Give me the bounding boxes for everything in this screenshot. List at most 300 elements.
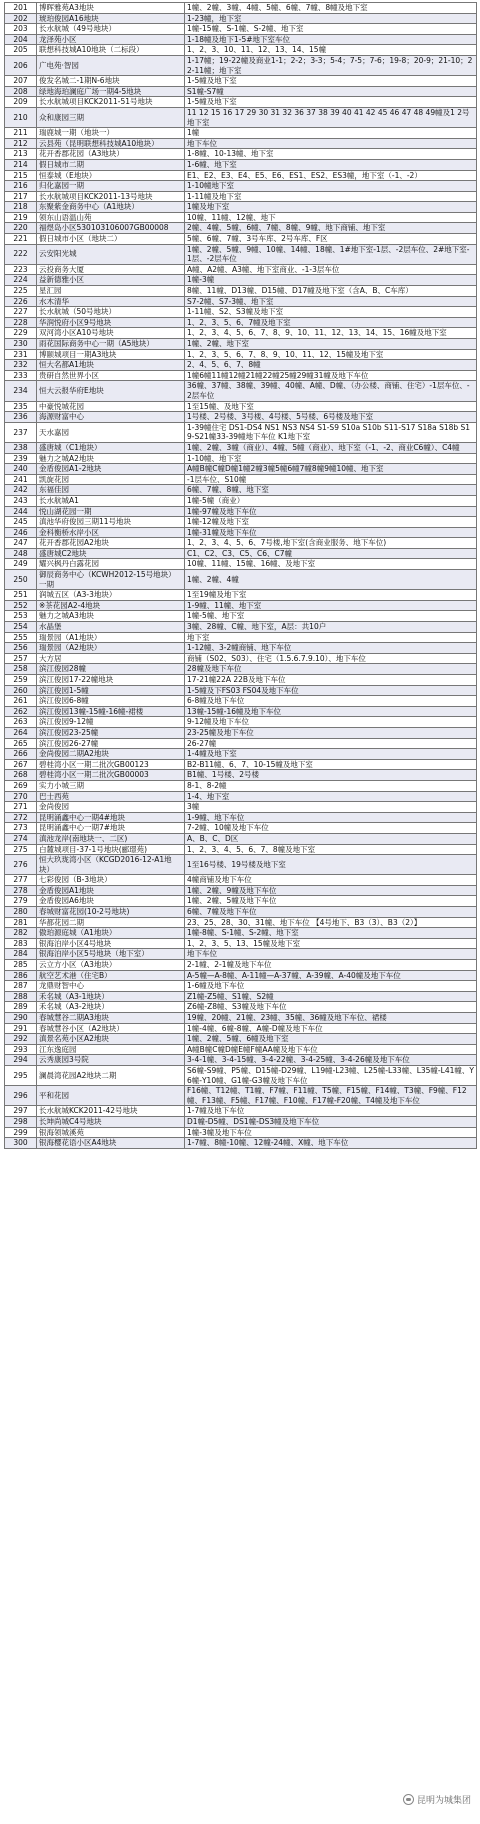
row-number: 207 — [5, 76, 37, 87]
table-row — [5, 107, 477, 127]
building-scope: 1、2、3、5、6、7幢及地下室 — [185, 317, 477, 328]
building-scope: 36幢、37幢、38幢、39幢、40幢、A幢、D幢、（办公楼、商铺、住宅）-1层车位、-2层车位 — [185, 381, 477, 401]
table-row — [5, 76, 477, 87]
row-number: 205 — [5, 45, 37, 56]
table-row — [5, 442, 477, 453]
table-row — [5, 339, 477, 350]
row-number: 287 — [5, 981, 37, 992]
project-name: 东聚紫金商务中心（A1地块） — [37, 202, 185, 213]
row-number: 253 — [5, 611, 37, 622]
building-scope: 1幢 — [185, 128, 477, 139]
row-number: 262 — [5, 706, 37, 717]
table-row — [5, 833, 477, 844]
row-number: 278 — [5, 885, 37, 896]
project-name: 云县苑（昆明联想科技城A10地块） — [37, 138, 185, 149]
row-number: 277 — [5, 875, 37, 886]
row-number: 296 — [5, 1086, 37, 1106]
building-scope: 地下车位 — [185, 949, 477, 960]
table-row — [5, 1023, 477, 1034]
table-row — [5, 727, 477, 738]
project-name: 昆明涌鑫中心一期7#地块 — [37, 823, 185, 834]
building-scope: 1-11幢及地下室 — [185, 191, 477, 202]
project-name: 假日城市二期 — [37, 159, 185, 170]
row-number: 236 — [5, 412, 37, 423]
building-scope: 1、2、3、10、11、12、13、14、15幢 — [185, 45, 477, 56]
project-name: 春城慧谷小区（A2地块） — [37, 1023, 185, 1034]
project-name: 瑞景园（A2地块） — [37, 643, 185, 654]
building-scope: -1层车位、S10幢 — [185, 474, 477, 485]
table-row — [5, 570, 477, 590]
row-number: 240 — [5, 464, 37, 475]
building-scope: 1-9幢、地下车位 — [185, 812, 477, 823]
building-scope: 1幢-5幢、地下室 — [185, 611, 477, 622]
project-name: 博晖雅苑A3地块 — [37, 3, 185, 14]
row-number: 213 — [5, 149, 37, 160]
project-name: 琥珀俊园A16地块 — [37, 13, 185, 24]
row-number: 261 — [5, 696, 37, 707]
project-name: 龙鼎财智中心 — [37, 981, 185, 992]
project-name: 春城慧谷二期A3地块 — [37, 1013, 185, 1024]
table-row — [5, 717, 477, 728]
building-scope: 4幢商铺及地下车位 — [185, 875, 477, 886]
row-number: 201 — [5, 3, 37, 14]
watermark-text: 昆明为城集团 — [416, 1796, 471, 1806]
row-number: 266 — [5, 749, 37, 760]
table-row — [5, 138, 477, 149]
building-scope: 3-4-1幢、3-4-15幢、3-4-22幢、3-4-25幢、3-4-26幢及地下车位 — [185, 1055, 477, 1066]
row-number: 284 — [5, 949, 37, 960]
table-row — [5, 506, 477, 517]
row-number: 293 — [5, 1044, 37, 1055]
table-row — [5, 759, 477, 770]
table-row — [5, 149, 477, 160]
building-scope: 2-1幢、2-1幢及地下车位 — [185, 960, 477, 971]
building-scope: 1号楼、2号楼、3号楼、4号楼、5号楼、6号楼及地下室 — [185, 412, 477, 423]
building-scope: S1幢-S7幢 — [185, 86, 477, 97]
table-row — [5, 780, 477, 791]
row-number: 217 — [5, 191, 37, 202]
table-row — [5, 495, 477, 506]
project-name: 福煜岛小区530103106007GB00008 — [37, 223, 185, 234]
table-row — [5, 600, 477, 611]
table-row — [5, 611, 477, 622]
project-name: 银海泊岸小区5号地块（地下室） — [37, 949, 185, 960]
building-scope: 1幢、2幢、5幢、6幢及地下室 — [185, 1034, 477, 1045]
row-number: 288 — [5, 991, 37, 1002]
row-number: 202 — [5, 13, 37, 24]
table-row — [5, 548, 477, 559]
table-row — [5, 664, 477, 675]
building-scope: A幢、A2幢、A3幢、地下室商业、-1-3层车位 — [185, 264, 477, 275]
row-number: 212 — [5, 138, 37, 149]
row-number: 272 — [5, 812, 37, 823]
table-row — [5, 191, 477, 202]
building-scope: 1-23幢，地下室 — [185, 13, 477, 24]
row-number: 290 — [5, 1013, 37, 1024]
table-row — [5, 791, 477, 802]
row-number: 214 — [5, 159, 37, 170]
table-row — [5, 812, 477, 823]
building-scope: 1幢、2幢、4幢 — [185, 570, 477, 590]
project-name: 滨江俊园28幢 — [37, 664, 185, 675]
row-number: 259 — [5, 675, 37, 686]
building-scope: 26-27幢 — [185, 738, 477, 749]
building-scope: 1-10幢地下室 — [185, 181, 477, 192]
building-scope: B2-B11幢、6、7、10-15幢及地下室 — [185, 759, 477, 770]
project-name: 滇池龙岸(南地块一、二区) — [37, 833, 185, 844]
project-name: 金盾俊园A1-2地块 — [37, 464, 185, 475]
building-scope: D1幢-D5幢、DS1幢-DS3幢及地下车位 — [185, 1116, 477, 1127]
project-name: 广电苑·智园 — [37, 55, 185, 75]
table-row — [5, 949, 477, 960]
row-number: 223 — [5, 264, 37, 275]
table-row — [5, 86, 477, 97]
table-row — [5, 381, 477, 401]
table-row — [5, 896, 477, 907]
row-number: 292 — [5, 1034, 37, 1045]
building-scope: 2幢、4幢、5幢、6幢、7幢、8幢、9幢、地下商铺、地下室 — [185, 223, 477, 234]
row-number: 238 — [5, 442, 37, 453]
row-number: 218 — [5, 202, 37, 213]
building-scope: 1幢-3幢及地下车位 — [185, 1127, 477, 1138]
table-row — [5, 453, 477, 464]
table-row — [5, 286, 477, 297]
building-scope: E1、E2、E3、E4、E5、E6、ES1、ES2、ES3幢，地下室（-1、-2） — [185, 170, 477, 181]
project-name: 魅力之城A2地块 — [37, 453, 185, 464]
row-number: 295 — [5, 1065, 37, 1085]
row-number: 286 — [5, 970, 37, 981]
project-name: 巴士西苑 — [37, 791, 185, 802]
project-name: 润城五区（A3-3地块） — [37, 590, 185, 601]
table-row — [5, 307, 477, 318]
building-scope: 3幢、28幢、C幢、地下室，A层：共10户 — [185, 622, 477, 633]
row-number: 255 — [5, 632, 37, 643]
building-scope: 1幢-12幢及地下室 — [185, 517, 477, 528]
table-row — [5, 517, 477, 528]
row-number: 228 — [5, 317, 37, 328]
row-number: 270 — [5, 791, 37, 802]
project-name: 东福佳园 — [37, 485, 185, 496]
building-scope: 23-25幢及地下车位 — [185, 727, 477, 738]
table-row — [5, 349, 477, 360]
row-number: 254 — [5, 622, 37, 633]
project-name: ※茶花园A2-4地块 — [37, 600, 185, 611]
building-scope: Z1幢-Z5幢、S1幢、S2幢 — [185, 991, 477, 1002]
project-name: 贵研自然世界小区 — [37, 370, 185, 381]
project-name: 昆明涌鑫中心一期4#地块 — [37, 812, 185, 823]
row-number: 244 — [5, 506, 37, 517]
table-row — [5, 275, 477, 286]
project-name: 长水航城项目KCK2011-51号地块 — [37, 97, 185, 108]
project-name: 恒大名都A1地块 — [37, 360, 185, 371]
building-scope: A、B、C、D区 — [185, 833, 477, 844]
row-number: 298 — [5, 1116, 37, 1127]
table-row — [5, 128, 477, 139]
project-name: 恒泰城（E地块） — [37, 170, 185, 181]
project-name: 天水嘉园 — [37, 422, 185, 442]
table-row — [5, 1002, 477, 1013]
project-name: 银海樱花语小区A4地块 — [37, 1138, 185, 1149]
building-scope: 1-8幢、10-13幢、地下室 — [185, 149, 477, 160]
project-name: 禾名城（A3-2地块） — [37, 1002, 185, 1013]
table-row — [5, 855, 477, 875]
project-name: 星汇园 — [37, 286, 185, 297]
table-row — [5, 264, 477, 275]
row-number: 267 — [5, 759, 37, 770]
row-number: 265 — [5, 738, 37, 749]
table-row — [5, 474, 477, 485]
row-number: 209 — [5, 97, 37, 108]
property-list-sheet — [4, 2, 476, 1149]
row-number: 226 — [5, 296, 37, 307]
row-number: 264 — [5, 727, 37, 738]
row-number: 269 — [5, 780, 37, 791]
building-scope: 1幢-5幢（商业） — [185, 495, 477, 506]
table-row — [5, 991, 477, 1002]
building-scope: 7-2幢、10幢及地下车位 — [185, 823, 477, 834]
table-row — [5, 328, 477, 339]
table-row — [5, 844, 477, 855]
building-scope: 6幢、7幢及地下车位 — [185, 907, 477, 918]
project-name: 碧桂湾小区一期二批次GB00123 — [37, 759, 185, 770]
project-name: 大方居 — [37, 653, 185, 664]
project-name: 凯旋花园 — [37, 474, 185, 485]
table-row — [5, 938, 477, 949]
row-number: 252 — [5, 600, 37, 611]
row-number: 294 — [5, 1055, 37, 1066]
project-name: 魅力之城A3地块 — [37, 611, 185, 622]
project-name: 归化嘉园一期 — [37, 181, 185, 192]
table-row — [5, 632, 477, 643]
watermark — [400, 1792, 474, 1807]
building-scope: 1-5幢及地下室 — [185, 97, 477, 108]
project-name: 云安阳光城 — [37, 244, 185, 264]
table-row — [5, 1127, 477, 1138]
table-row — [5, 212, 477, 223]
building-scope: A幢B幢C幢D幢1幢2幢3幢5幢6幢7幢8幢9幢10幢、地下室 — [185, 464, 477, 475]
row-number: 204 — [5, 34, 37, 45]
project-name: 长水航城A1 — [37, 495, 185, 506]
row-number: 229 — [5, 328, 37, 339]
row-number: 276 — [5, 855, 37, 875]
project-name: 银海泊岸小区4号地块 — [37, 938, 185, 949]
project-name: 金尚俊园二期A2地块 — [37, 749, 185, 760]
project-name: 云立方小区（A3地块） — [37, 960, 185, 971]
table-row — [5, 738, 477, 749]
building-scope: 1、2、3、5、13、15幢及地下室 — [185, 938, 477, 949]
project-name: 恒大云报华府E地块 — [37, 381, 185, 401]
row-number: 242 — [5, 485, 37, 496]
property-table — [4, 2, 477, 1149]
row-number: 246 — [5, 527, 37, 538]
building-scope: 11 12 15 16 17 29 30 31 32 36 37 38 39 40 41 42 45 46 47 48 49幢及1 2号地下室 — [185, 107, 477, 127]
row-number: 203 — [5, 24, 37, 35]
building-scope: 商铺（S02、S03）、住宅（1.5.6.7.9.10）、地下车位 — [185, 653, 477, 664]
row-number: 224 — [5, 275, 37, 286]
row-number: 258 — [5, 664, 37, 675]
building-scope: 1幢6幢11幢12幢21幢22幢25幢29幢31幢及地下车位 — [185, 370, 477, 381]
building-scope: 17-21幢22A 22B及地下车位 — [185, 675, 477, 686]
table-row — [5, 643, 477, 654]
building-scope: 1幢、2幢、9幢及地下车位 — [185, 885, 477, 896]
table-row — [5, 401, 477, 412]
building-scope: 1-4、地下室 — [185, 791, 477, 802]
table-row — [5, 1044, 477, 1055]
row-number: 208 — [5, 86, 37, 97]
project-name: 傲珀源庭城（A1地块） — [37, 928, 185, 939]
building-scope: C1、C2、C3、C5、C6、C7幢 — [185, 548, 477, 559]
table-row — [5, 823, 477, 834]
building-scope: 19幢、20幢、21幢、23幢、35幢、36幢及地下车位、裙楼 — [185, 1013, 477, 1024]
project-name: 长水航城项目KCK2011-13号地块 — [37, 191, 185, 202]
row-number: 273 — [5, 823, 37, 834]
table-row — [5, 55, 477, 75]
project-name: 春城财富花园(10-2号地块) — [37, 907, 185, 918]
project-name: 七彩俊园（B-3地块） — [37, 875, 185, 886]
project-name: 益新德雅小区 — [37, 275, 185, 286]
building-scope: 1-17幢；19-22幢及商业1-1；2-2；3-3；5-4；7-5；7-6；19-8；20-9；21-10；22-11幢；地下室 — [185, 55, 477, 75]
row-number: 299 — [5, 1127, 37, 1138]
table-row — [5, 981, 477, 992]
building-scope: 1幢-3幢 — [185, 275, 477, 286]
project-name: 俊发名城二-1期N-6地块 — [37, 76, 185, 87]
row-number: 274 — [5, 833, 37, 844]
row-number: 248 — [5, 548, 37, 559]
building-scope: 1-11幢、S2、S3幢及地下室 — [185, 307, 477, 318]
project-name: 银海领城溪苑 — [37, 1127, 185, 1138]
project-name: 瑞鹿城一期（地块一） — [37, 128, 185, 139]
building-scope: 1幢、2幢、5幢及地下车位 — [185, 896, 477, 907]
building-scope: B1幢、1号楼、2号楼 — [185, 770, 477, 781]
table-row — [5, 97, 477, 108]
project-name: 博颐城项目一期A3地块 — [37, 349, 185, 360]
table-row — [5, 622, 477, 633]
building-scope: 1幢、2幢、5幢、9幢、10幢、14幢、18幢、1#地下室-1层、-2层车位、2#地下室-1层、-2层车位 — [185, 244, 477, 264]
table-row — [5, 1034, 477, 1045]
building-scope: Z6幢-Z8幢、S3幢及地下车位 — [185, 1002, 477, 1013]
building-scope: 1幢-4幢、6幢-8幢、A幢-D幢及地下车位 — [185, 1023, 477, 1034]
table-row — [5, 202, 477, 213]
project-name: 平和花园 — [37, 1086, 185, 1106]
row-number: 249 — [5, 559, 37, 570]
table-row — [5, 159, 477, 170]
table-row — [5, 181, 477, 192]
project-name: 云投商务大厦 — [37, 264, 185, 275]
building-scope: F16幢、T12幢、T1幢、F7幢、F11幢、T5幢、F15幢、F14幢、T3幢、F9幢、F12幢、F13幢、F5幢、F17幢、F10幢、F17幢-F20幢、T4幢及地下车位 — [185, 1086, 477, 1106]
row-number: 206 — [5, 55, 37, 75]
building-scope: 1幢、2幢、3幢（商业）、4幢、5幢（商业）、地下室（-1、-2、商业C6幢）、C4幢 — [185, 442, 477, 453]
building-scope: 地下室 — [185, 632, 477, 643]
table-row — [5, 685, 477, 696]
table-row — [5, 422, 477, 442]
row-number: 247 — [5, 538, 37, 549]
project-name: 水木清华 — [37, 296, 185, 307]
table-row — [5, 1055, 477, 1066]
project-name: 碧桂湾小区一期二批次GB00003 — [37, 770, 185, 781]
project-name: 白麓城项目-37-1号地块(郦璟苑) — [37, 844, 185, 855]
building-scope: 1幢-8幢、S-1幢、S-2幢、地下室 — [185, 928, 477, 939]
row-number: 216 — [5, 181, 37, 192]
table-row — [5, 244, 477, 264]
table-row — [5, 917, 477, 928]
row-number: 275 — [5, 844, 37, 855]
row-number: 232 — [5, 360, 37, 371]
project-name: 海源财富中心 — [37, 412, 185, 423]
building-scope: S7-2幢、S7-3幢、地下室 — [185, 296, 477, 307]
project-name: 滨江俊园6-8幢 — [37, 696, 185, 707]
row-number: 243 — [5, 495, 37, 506]
building-scope: 1-10幢、地下室 — [185, 453, 477, 464]
project-name: 金盾俊园A6地块 — [37, 896, 185, 907]
row-number: 268 — [5, 770, 37, 781]
row-number: 283 — [5, 938, 37, 949]
row-number: 297 — [5, 1106, 37, 1117]
building-scope: 1至15幢、及地下室 — [185, 401, 477, 412]
project-name: 长水航城KCK2011-42号地块 — [37, 1106, 185, 1117]
row-number: 231 — [5, 349, 37, 360]
project-name: 花开香郡花园（A3地块） — [37, 149, 185, 160]
table-row — [5, 907, 477, 918]
building-scope: 1幢、2幢、地下室 — [185, 339, 477, 350]
row-number: 220 — [5, 223, 37, 234]
building-scope: 1-12幢、3-2幢商铺、地下车位 — [185, 643, 477, 654]
building-scope: 28幢及地下车位 — [185, 664, 477, 675]
project-name: 滨江俊园13幢-15幢-16幢-裙楼 — [37, 706, 185, 717]
building-scope: 8幢、11幢、D13幢、D15幢、D17幢及地下室（含A、B、C车库） — [185, 286, 477, 297]
row-number: 291 — [5, 1023, 37, 1034]
row-number: 281 — [5, 917, 37, 928]
project-name: 众和康园三期 — [37, 107, 185, 127]
building-scope: 地下车位 — [185, 138, 477, 149]
project-name: 江东逸庭园 — [37, 1044, 185, 1055]
building-scope: 1幢-97幢及地下车位 — [185, 506, 477, 517]
project-name: 长坤尚城C4号地块 — [37, 1116, 185, 1127]
building-scope: 1-5幢及下FS03 FS04及地下车位 — [185, 685, 477, 696]
building-scope: 1、2、3、4、5、6、7、8幢及地下室 — [185, 844, 477, 855]
building-scope: 1至19幢及地下室 — [185, 590, 477, 601]
project-name: 花开香郡花园A2地块 — [37, 538, 185, 549]
row-number: 211 — [5, 128, 37, 139]
project-name: 盛唐城（C1地块） — [37, 442, 185, 453]
table-row — [5, 234, 477, 245]
table-row — [5, 412, 477, 423]
row-number: 251 — [5, 590, 37, 601]
table-row — [5, 970, 477, 981]
table-row — [5, 960, 477, 971]
project-name: 绿地海珀澜庭广场一期4-5地块 — [37, 86, 185, 97]
row-number: 219 — [5, 212, 37, 223]
table-row — [5, 1086, 477, 1106]
table-row — [5, 360, 477, 371]
row-number: 263 — [5, 717, 37, 728]
building-scope: S6幢-S9幢、P5幢、D15幢-D29幢、L19幢-L23幢、L25幢-L33幢、L35幢-L41幢、Y6幢-Y10幢、G1幢-G3幢及地下车位 — [185, 1065, 477, 1085]
table-row — [5, 3, 477, 14]
project-name: 恒大玖珑湾小区（KCGD2016-12-A1地块） — [37, 855, 185, 875]
table-row — [5, 170, 477, 181]
table-row — [5, 464, 477, 475]
building-scope: 10幢、11幢、12幢、地下 — [185, 212, 477, 223]
row-number: 237 — [5, 422, 37, 442]
building-scope: 1至16号楼、19号楼及地下室 — [185, 855, 477, 875]
table-row — [5, 885, 477, 896]
row-number: 222 — [5, 244, 37, 264]
project-name: 云秀康园3号院 — [37, 1055, 185, 1066]
building-scope: 10幢、11幢、15幢、16幢、及地下室 — [185, 559, 477, 570]
building-scope: 6幢、7幢、8幢、地下室 — [185, 485, 477, 496]
project-name: 御辰商务中心（KCWH2012-15号地块）一期 — [37, 570, 185, 590]
building-scope: 1幢-31幢及地下车位 — [185, 527, 477, 538]
building-scope: 9-12幢及地下车位 — [185, 717, 477, 728]
